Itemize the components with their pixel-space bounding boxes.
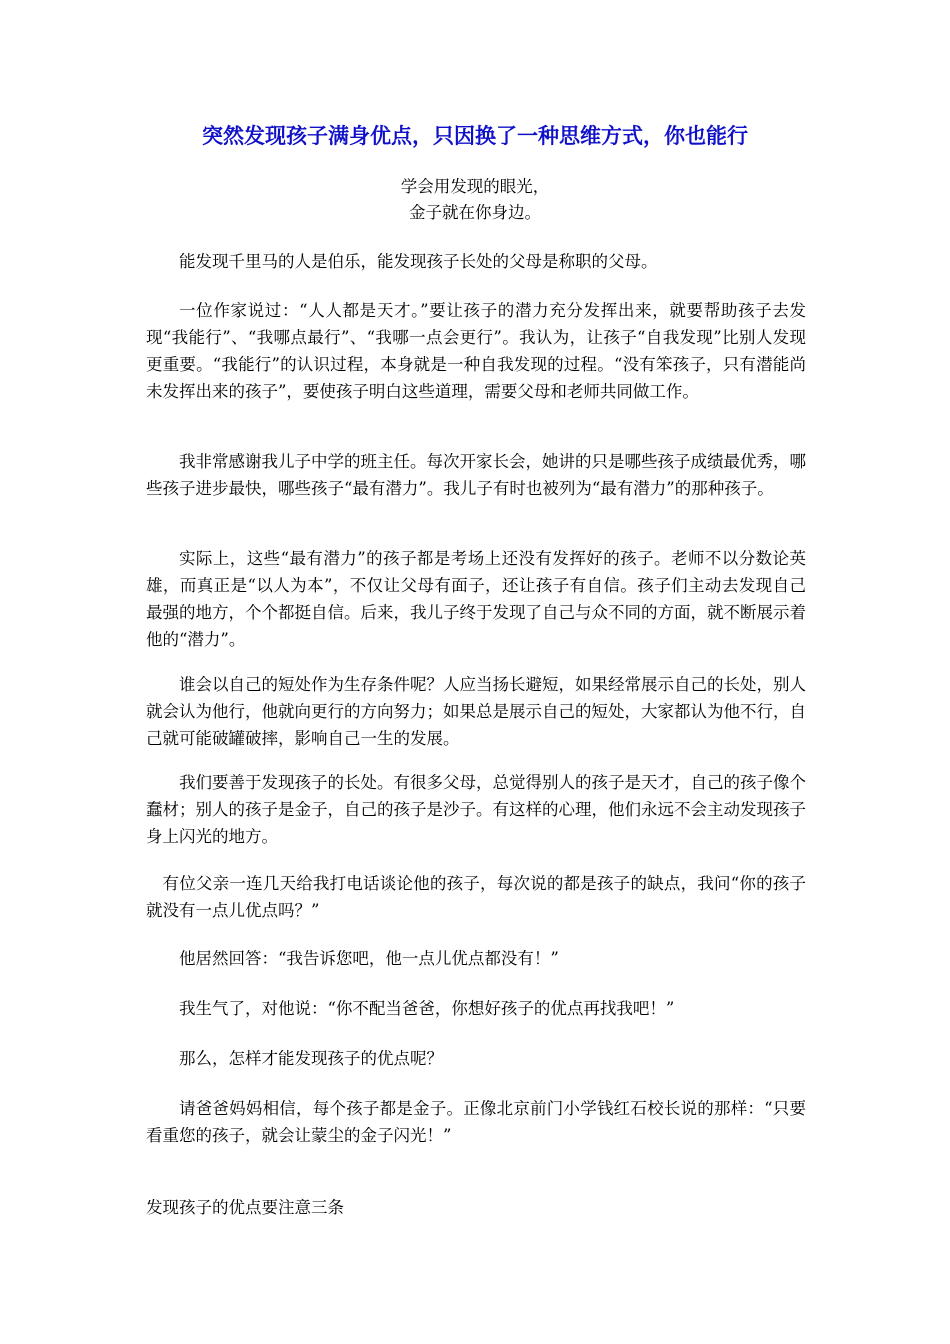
subtitle-line-2: 金子就在你身边。 bbox=[409, 203, 541, 222]
paragraph-4: 实际上，这些“最有潜力”的孩子都是考场上还没有发挥好的孩子。老师不以分数论英雄，而真正是“以人为本”，不仅让父母有面子，还让孩子有自信。孩子们主动去发现自己最强的地方，个个都挺自信。后来，我儿子终于发现了自己与众不同的方面，就不断展示着他的“潜力”。 bbox=[146, 549, 806, 649]
paragraph-5: 谁会以自己的短处作为生存条件呢？人应当扬长避短，如果经常展示自己的长处，别人就会认为他行，他就向更行的方向努力；如果总是展示自己的短处，大家都认为他不行，自己就可能破罐破摔，影响自己一生的发展。 bbox=[146, 675, 806, 748]
article-title: 突然发现孩子满身优点，只因换了一种思维方式，你也能行 bbox=[202, 124, 748, 148]
paragraph-2: 一位作家说过：“人人都是天才。”要让孩子的潜力充分发挥出来，就要帮助孩子去发现“我能行”、“我哪点最行”、“我哪一点会更行”。我认为，让孩子“自我发现”比别人发现更重要。“我能行”的认识过程，本身就是一种自我发现的过程。“没有笨孩子，只有潜能尚未发挥出来的孩子”，要使孩子明白这些道理，需要父母和老师共同做工作。 bbox=[146, 301, 806, 401]
section-heading: 发现孩子的优点要注意三条 bbox=[146, 1198, 344, 1217]
paragraph-6: 我们要善于发现孩子的长处。有很多父母，总觉得别人的孩子是天才，自己的孩子像个蠢材；别人的孩子是金子，自己的孩子是沙子。有这样的心理，他们永远不会主动发现孩子身上闪光的地方。 bbox=[146, 773, 806, 846]
paragraph-11: 请爸爸妈妈相信，每个孩子都是金子。正像北京前门小学钱红石校长说的那样：“只要看重您的孩子，就会让蒙尘的金子闪光！” bbox=[146, 1099, 806, 1145]
paragraph-3: 我非常感谢我儿子中学的班主任。每次开家长会，她讲的只是哪些孩子成绩最优秀，哪些孩子进步最快，哪些孩子“最有潜力”。我儿子有时也被列为“最有潜力”的那种孩子。 bbox=[146, 452, 806, 498]
paragraph-1: 能发现千里马的人是伯乐，能发现孩子长处的父母是称职的父母。 bbox=[179, 252, 658, 271]
paragraph-7: 有位父亲一连几天给我打电话谈论他的孩子，每次说的都是孩子的缺点，我问“你的孩子就没有一点儿优点吗？” bbox=[146, 874, 806, 920]
paragraph-9: 我生气了，对他说：“你不配当爸爸，你想好孩子的优点再找我吧！” bbox=[179, 999, 675, 1018]
paragraph-10: 那么，怎样才能发现孩子的优点呢？ bbox=[179, 1049, 443, 1068]
paragraph-8: 他居然回答：“我告诉您吧，他一点儿优点都没有！” bbox=[179, 949, 559, 968]
subtitle-line-1: 学会用发现的眼光， bbox=[400, 177, 550, 196]
